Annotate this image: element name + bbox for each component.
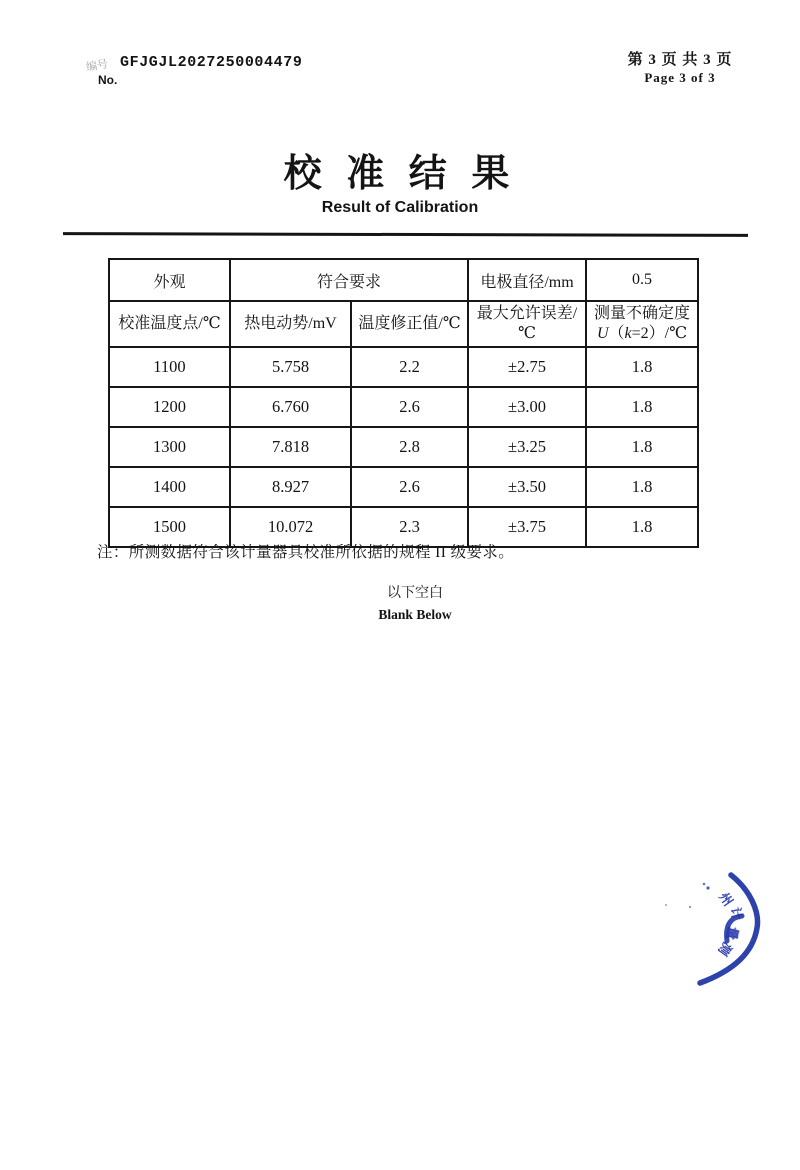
page-indicator-cn: 第 3 页 共 3 页 [627, 52, 733, 68]
cell-uncertainty: 1.8 [586, 347, 698, 387]
cell-temperature: 1100 [109, 347, 230, 387]
cell-temperature: 1500 [109, 507, 230, 547]
cell-emf: 8.927 [230, 467, 351, 507]
cell-emf: 6.760 [230, 387, 351, 427]
table-row [109, 467, 698, 507]
electrode-diameter-label-cell: 电极直径/mm [468, 259, 586, 301]
column-header-row [109, 301, 698, 347]
cell-max-error: ±3.50 [468, 467, 586, 507]
seal-dot [706, 886, 709, 889]
table-row [109, 387, 698, 427]
seal-character: 量 [722, 925, 741, 942]
cell-uncertainty: 1.8 [586, 467, 698, 507]
summary-row [109, 259, 698, 301]
blank-below-en: Blank Below [378, 606, 452, 622]
cell-max-error: ±3.25 [468, 427, 586, 467]
seal-arcs [640, 840, 800, 1000]
page-indicator [600, 52, 760, 86]
certificate-no-label-cn: 编号 [85, 57, 110, 74]
cell-temperature: 1300 [109, 427, 230, 467]
certificate-no-label-en: No. [98, 73, 118, 87]
header-emf: 热电动势/mV [230, 301, 351, 347]
cell-correction: 2.8 [351, 427, 468, 467]
cell-correction: 2.6 [351, 387, 468, 427]
cell-emf: 5.758 [230, 347, 351, 387]
seal-character: 测 [714, 938, 735, 958]
official-seal-partial [640, 840, 800, 1000]
cell-temperature: 1400 [109, 467, 230, 507]
header-temperature-point: 校准温度点/℃ [109, 301, 230, 347]
appearance-value-cell: 符合要求 [230, 259, 468, 301]
seal-dot [665, 904, 667, 906]
electrode-diameter-value-cell: 0.5 [586, 259, 698, 301]
blank-below-cn: 以下空白 [387, 586, 443, 601]
header-max-permissible-error: 最大允许误差/℃ [468, 301, 586, 347]
cell-uncertainty: 1.8 [586, 427, 698, 467]
header-uncertainty-line1: 测量不确定度 [593, 305, 690, 322]
cell-correction: 2.6 [351, 467, 468, 507]
header-uncertainty-line2: U（k=2）/℃ [596, 325, 688, 342]
cell-uncertainty: 1.8 [586, 507, 698, 547]
table-row [109, 427, 698, 467]
header-uncertainty [586, 301, 698, 347]
certificate-number: GFJGJL2027250004479 [120, 54, 303, 71]
table-row [109, 347, 698, 387]
page-title: 校 准 结 果 [283, 153, 517, 195]
seal-dot [703, 883, 706, 886]
header-temp-correction: 温度修正值/℃ [351, 301, 468, 347]
seal-character: 州 [715, 890, 736, 910]
page-subtitle: Result of Calibration [321, 199, 479, 216]
cell-correction: 2.3 [351, 507, 468, 547]
seal-character: 计 [726, 905, 745, 922]
cell-max-error: ±2.75 [468, 347, 586, 387]
note-text: 注：所测数据符合该计量器具校准所依据的规程 II 级要求。 [97, 544, 515, 561]
title-divider [63, 232, 748, 237]
cell-max-error: ±3.00 [468, 387, 586, 427]
cell-emf: 7.818 [230, 427, 351, 467]
cell-max-error: ±3.75 [468, 507, 586, 547]
cell-correction: 2.2 [351, 347, 468, 387]
cell-uncertainty: 1.8 [586, 387, 698, 427]
calibration-result-table [108, 258, 699, 548]
seal-dot [689, 906, 691, 908]
appearance-label-cell: 外观 [109, 259, 230, 301]
cell-temperature: 1200 [109, 387, 230, 427]
cell-emf: 10.072 [230, 507, 351, 547]
page-indicator-en: Page 3 of 3 [644, 70, 716, 86]
blank-below-block [315, 586, 515, 623]
